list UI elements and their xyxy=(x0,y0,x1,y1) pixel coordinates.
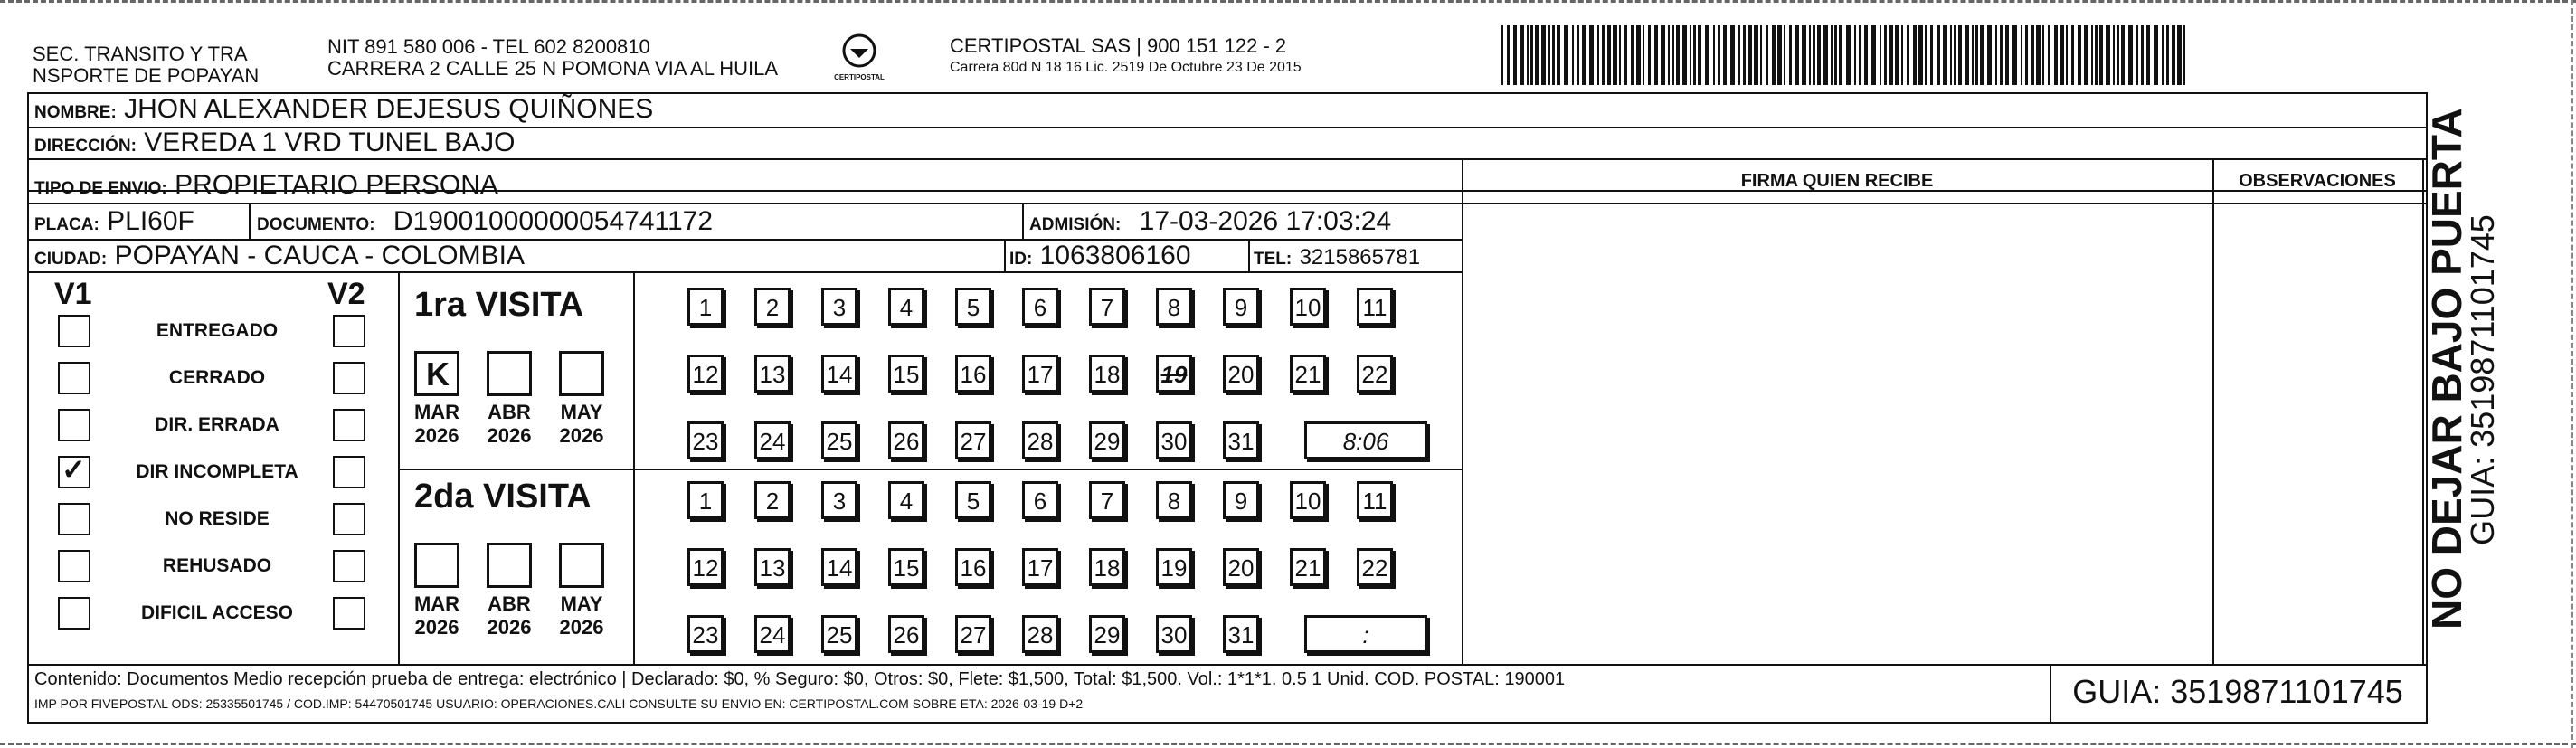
recipient-name: JHON ALEXANDER DEJESUS QUIÑONES xyxy=(124,94,654,124)
barcode-bar xyxy=(1582,25,1586,85)
status-option-label: REHUSADO xyxy=(162,555,272,576)
visit2-title: 2da VISITA xyxy=(414,478,592,516)
day-box-28[interactable]: 28 xyxy=(1022,421,1058,459)
imp-line: IMP POR FIVEPOSTAL ODS: 25335501745 / COD.IMP: 54470501745 USUARIO: OPERACIONES.CALI CONSULTE SU ENVIO EN: CERTIPOSTAL.COM SOBRE ETA: 2026-03-19 D+2 xyxy=(34,696,1084,711)
barcode-bar xyxy=(1859,25,1861,85)
barcode-bar xyxy=(2141,25,2144,85)
barcode-bar xyxy=(1834,25,1837,85)
barcode-bar xyxy=(2042,25,2044,85)
year-label: 2026 xyxy=(487,616,532,639)
day-box-1[interactable]: 1 xyxy=(687,288,724,326)
barcode-bar xyxy=(1975,25,1978,85)
barcode-bar xyxy=(1607,25,1611,85)
day-box-3[interactable]: 3 xyxy=(821,481,857,519)
barcode-bar xyxy=(1513,25,1517,85)
barcode-bar xyxy=(1648,25,1651,85)
day-box-8[interactable]: 8 xyxy=(1156,288,1192,326)
day-box-28[interactable]: 28 xyxy=(1022,615,1058,653)
year-label: 2026 xyxy=(414,616,459,639)
day-box-14[interactable]: 14 xyxy=(821,548,857,586)
city-value: POPAYAN - CAUCA - COLOMBIA xyxy=(114,241,525,270)
side-warning: NO DEJAR BAJO PUERTA xyxy=(2423,108,2470,630)
year-label: 2026 xyxy=(559,616,604,639)
year-label: 2026 xyxy=(559,424,604,447)
barcode-bar xyxy=(1730,25,1735,85)
visit1-title: 1ra VISITA xyxy=(414,286,584,324)
day-box-16[interactable]: 16 xyxy=(955,355,991,393)
barcode-bar xyxy=(1661,25,1665,85)
barcode-bar xyxy=(1813,25,1815,85)
day-box-6[interactable]: 6 xyxy=(1022,288,1058,326)
day-box-11[interactable]: 11 xyxy=(1357,288,1393,326)
barcode-bar xyxy=(2005,25,2009,85)
barcode-bar xyxy=(1925,25,1927,85)
city-field xyxy=(34,241,525,275)
barcode-bar xyxy=(2060,25,2064,85)
document-field xyxy=(257,206,713,241)
barcode-bar xyxy=(2172,25,2175,85)
day-box-5[interactable]: 5 xyxy=(955,288,991,326)
barcode-bar xyxy=(1972,25,1974,85)
day-box-4[interactable]: 4 xyxy=(888,481,924,519)
status-option-label: DIR INCOMPLETA xyxy=(136,461,298,482)
barcode-bar xyxy=(1743,25,1746,85)
month-checkbox[interactable] xyxy=(414,543,459,588)
certipostal-logo xyxy=(832,33,886,90)
admission-label: ADMISIÓN: xyxy=(1029,215,1122,234)
day-box-4[interactable]: 4 xyxy=(888,288,924,326)
barcode-bar xyxy=(1589,25,1594,85)
day-box-6[interactable]: 6 xyxy=(1022,481,1058,519)
barcode-bar xyxy=(1690,25,1691,85)
barcode-bar xyxy=(1530,25,1533,85)
day-box-31[interactable]: 31 xyxy=(1223,615,1259,653)
day-box-24[interactable]: 24 xyxy=(754,421,791,459)
month-checkbox[interactable] xyxy=(559,351,604,396)
barcode-bar xyxy=(1987,25,1992,85)
day-box-23[interactable]: 23 xyxy=(687,615,724,653)
company-address: Carrera 80d N 18 16 Lic. 2519 De Octubre 23 De 2015 xyxy=(950,60,1302,75)
name-label: NOMBRE: xyxy=(34,103,117,122)
name-field xyxy=(34,94,653,128)
barcode-bar xyxy=(1672,25,1674,85)
day-box-29[interactable]: 29 xyxy=(1089,615,1125,653)
top-cut-line xyxy=(0,0,2576,3)
address-field xyxy=(34,128,515,162)
address-line: CARRERA 2 CALLE 25 N POMONA VIA AL HUILA xyxy=(327,57,779,80)
tel-value: 3215865781 xyxy=(1299,245,1421,270)
day-box-22[interactable]: 22 xyxy=(1357,548,1393,586)
barcode-bar xyxy=(1535,25,1539,85)
day-box-31[interactable]: 31 xyxy=(1223,421,1259,459)
v2-checkbox[interactable] xyxy=(333,362,365,394)
barcode-bar xyxy=(2154,25,2158,85)
barcode-bar xyxy=(1613,25,1617,85)
year-label: 2026 xyxy=(487,424,532,447)
barcode-bar xyxy=(2183,25,2185,85)
barcode-bar xyxy=(2031,25,2034,85)
v1-checkbox[interactable] xyxy=(58,409,90,441)
status-option-label: NO RESIDE xyxy=(165,508,270,529)
barcode-bar xyxy=(1597,25,1599,85)
right-cut-line xyxy=(2571,0,2573,748)
nit-line: NIT 891 580 006 - TEL 602 8200810 xyxy=(327,35,650,58)
document-label: DOCUMENTO: xyxy=(257,215,375,234)
barcode-bar xyxy=(1520,25,1524,85)
barcode-bar xyxy=(2048,25,2050,85)
barcode-bar xyxy=(2121,25,2125,85)
day-box-27[interactable]: 27 xyxy=(955,615,991,653)
month-checkbox[interactable] xyxy=(414,351,459,396)
day-box-13[interactable]: 13 xyxy=(754,355,791,393)
barcode-bar xyxy=(1676,25,1680,85)
recipient-address: VEREDA 1 VRD TUNEL BAJO xyxy=(144,128,516,157)
day-box-21[interactable]: 21 xyxy=(1290,548,1326,586)
barcode-bar xyxy=(1718,25,1720,85)
day-box-3[interactable]: 3 xyxy=(821,288,857,326)
day-box-26[interactable]: 26 xyxy=(888,615,924,653)
id-label: ID: xyxy=(1009,250,1033,269)
barcode-bar xyxy=(2000,25,2003,85)
day-box-22[interactable]: 22 xyxy=(1357,355,1393,393)
bottom-cut-line xyxy=(0,743,2576,745)
barcode-bar xyxy=(2066,25,2068,85)
barcode-bar xyxy=(1871,25,1876,85)
v2-checkbox[interactable] xyxy=(333,409,365,441)
day-box-8[interactable]: 8 xyxy=(1156,481,1192,519)
city-label: CIUDAD: xyxy=(34,250,108,269)
shipment-type: PROPIETARIO PERSONA xyxy=(175,170,498,200)
day-box-17[interactable]: 17 xyxy=(1022,548,1058,586)
day-box-23[interactable]: 23 xyxy=(687,421,724,459)
barcode-bar xyxy=(1668,25,1670,85)
content-line: Contenido: Documentos Medio recepción prueba de entrega: electrónico | Declarado: $0, % Seguro: $0, Otros: $0, Flete: $1,500, Total: $1,500. Vol.: 1*1*1. 0.5 1 Unid. COD. POSTAL: 190001 xyxy=(34,669,1566,689)
barcode-bar xyxy=(2117,25,2119,85)
barcode-bar xyxy=(1809,25,1811,85)
month-label: ABR xyxy=(488,592,531,615)
month-label: MAR xyxy=(413,592,460,615)
barcode-bar xyxy=(1918,25,1923,85)
barcode-bar xyxy=(1995,25,1997,85)
barcode-bar xyxy=(1789,25,1792,85)
observations-column-title: OBSERVACIONES xyxy=(2239,171,2396,191)
checkmark-icon: ✓ xyxy=(62,453,86,486)
v2-checkbox[interactable] xyxy=(333,597,365,630)
status-option-label: ENTREGADO xyxy=(156,320,279,341)
signature-column-title: FIRMA QUIEN RECIBE xyxy=(1740,171,1934,191)
month-checkbox[interactable] xyxy=(487,351,532,396)
time-box[interactable]: 8:06 xyxy=(1304,421,1427,459)
barcode-bar xyxy=(2078,25,2081,85)
day-box-15[interactable]: 15 xyxy=(888,548,924,586)
barcode-bar xyxy=(1772,25,1776,85)
barcode-bar xyxy=(1548,25,1550,85)
barcode-bar xyxy=(1713,25,1715,85)
v1-checkbox[interactable] xyxy=(58,453,90,488)
barcode-bar xyxy=(1631,25,1634,85)
barcode-bar xyxy=(2162,25,2164,85)
v1-checkbox[interactable] xyxy=(58,550,90,582)
barcode-bar xyxy=(1954,25,1956,85)
day-box-27[interactable]: 27 xyxy=(955,421,991,459)
barcode-bar xyxy=(1913,25,1917,85)
barcode-bar xyxy=(1958,25,1962,85)
type-label: TIPO DE ENVIO: xyxy=(34,179,167,198)
day-box-20[interactable]: 20 xyxy=(1223,355,1259,393)
day-box-18[interactable]: 18 xyxy=(1089,548,1125,586)
barcode-bar xyxy=(1817,25,1821,85)
status-option-label: DIFICIL ACCESO xyxy=(140,602,293,623)
logo-icon xyxy=(841,33,877,69)
logo-text: CERTIPOSTAL xyxy=(834,73,885,81)
barcode-bar xyxy=(2113,25,2115,85)
barcode-bar xyxy=(1682,25,1687,85)
barcode-bar xyxy=(2099,25,2103,85)
plate-label: PLACA: xyxy=(34,215,99,234)
month-checkbox[interactable] xyxy=(487,543,532,588)
entity-line1: SEC. TRANSITO Y TRA xyxy=(33,43,248,65)
day-box-7[interactable]: 7 xyxy=(1089,481,1125,519)
v1-checkbox[interactable] xyxy=(58,503,90,535)
day-box-20[interactable]: 20 xyxy=(1223,548,1259,586)
address-label: DIRECCIÓN: xyxy=(34,137,137,156)
v1-checkbox[interactable] xyxy=(58,597,90,630)
barcode-bar xyxy=(1864,25,1868,85)
barcode-bar xyxy=(1541,25,1546,85)
barcode-bar xyxy=(1889,25,1893,85)
barcode-bar xyxy=(1784,25,1785,85)
month-label: ABR xyxy=(488,401,531,423)
admission-value: 17-03-2026 17:03:24 xyxy=(1139,206,1392,236)
day-box-9[interactable]: 9 xyxy=(1223,288,1259,326)
barcode-bar xyxy=(1895,25,1899,85)
barcode-bar xyxy=(1846,25,1851,85)
barcode-bar xyxy=(1693,25,1696,85)
day-box-26[interactable]: 26 xyxy=(888,421,924,459)
day-box-21[interactable]: 21 xyxy=(1290,355,1326,393)
barcode-bar xyxy=(2095,25,2098,85)
barcode-bar xyxy=(1777,25,1782,85)
barcode xyxy=(1501,25,2189,85)
barcode-bar xyxy=(1795,25,1799,85)
barcode-bar xyxy=(1854,25,1856,85)
day-box-7[interactable]: 7 xyxy=(1089,288,1125,326)
barcode-bar xyxy=(1552,25,1555,85)
day-box-14[interactable]: 14 xyxy=(821,355,857,393)
barcode-bar xyxy=(1754,25,1758,85)
status-option-label: CERRADO xyxy=(168,367,266,388)
day-box-17[interactable]: 17 xyxy=(1022,355,1058,393)
year-label: 2026 xyxy=(414,424,459,447)
day-box-16[interactable]: 16 xyxy=(955,548,991,586)
tel-field xyxy=(1254,241,1420,275)
v1-checkbox[interactable] xyxy=(58,315,90,347)
barcode-bar xyxy=(2025,25,2028,85)
barcode-bar xyxy=(1643,25,1644,85)
day-box-18[interactable]: 18 xyxy=(1089,355,1125,393)
barcode-bar xyxy=(1564,25,1568,85)
entity-name xyxy=(33,43,259,87)
barcode-bar xyxy=(1980,25,1984,85)
v2-heading: V2 xyxy=(327,277,365,311)
barcode-bar xyxy=(1937,25,1940,85)
barcode-bar xyxy=(1950,25,1952,85)
day-box-11[interactable]: 11 xyxy=(1357,481,1393,519)
barcode-bar xyxy=(2128,25,2133,85)
entity-contact xyxy=(327,36,778,80)
day-box-24[interactable]: 24 xyxy=(754,615,791,653)
barcode-bar xyxy=(1577,25,1579,85)
company-line: CERTIPOSTAL SAS | 900 151 122 - 2 xyxy=(950,34,1287,57)
v1-heading: V1 xyxy=(54,277,92,311)
barcode-bar xyxy=(1705,25,1709,85)
barcode-bar xyxy=(2084,25,2088,85)
barcode-bar xyxy=(1823,25,1828,85)
month-mark-icon: K xyxy=(426,355,450,393)
barcode-bar xyxy=(1527,25,1529,85)
day-box-10[interactable]: 10 xyxy=(1290,288,1326,326)
barcode-bar xyxy=(2021,25,2022,85)
plate-field xyxy=(34,206,194,241)
day-box-13[interactable]: 13 xyxy=(754,548,791,586)
barcode-bar xyxy=(2106,25,2110,85)
day-box-12[interactable]: 12 xyxy=(687,548,724,586)
day-box-15[interactable]: 15 xyxy=(888,355,924,393)
plate-value: PLI60F xyxy=(107,206,194,236)
day-box-19[interactable]: 19 xyxy=(1156,548,1192,586)
barcode-bar xyxy=(1965,25,1969,85)
id-field xyxy=(1009,241,1191,275)
day-box-10[interactable]: 10 xyxy=(1290,481,1326,519)
day-box-1[interactable]: 1 xyxy=(687,481,724,519)
tel-label: TEL: xyxy=(1254,250,1293,269)
footer-guia: GUIA: 3519871101745 xyxy=(2072,673,2403,710)
barcode-bar xyxy=(1723,25,1727,85)
barcode-bar xyxy=(1748,25,1752,85)
barcode-bar xyxy=(1501,25,1503,85)
barcode-bar xyxy=(1930,25,1933,85)
month-label: MAY xyxy=(560,592,603,615)
v2-checkbox[interactable] xyxy=(333,456,365,488)
barcode-bar xyxy=(2166,25,2169,85)
shipment-type-field xyxy=(34,170,498,204)
id-value: 1063806160 xyxy=(1039,241,1191,270)
day-box-25[interactable]: 25 xyxy=(821,615,857,653)
day-box-30[interactable]: 30 xyxy=(1156,615,1192,653)
barcode-bar xyxy=(1831,25,1833,85)
barcode-bar xyxy=(2091,25,2093,85)
side-guia: GUIA: 3519871101745 xyxy=(2464,214,2501,545)
barcode-bar xyxy=(1884,25,1887,85)
barcode-bar xyxy=(1880,25,1881,85)
v2-checkbox[interactable] xyxy=(333,315,365,347)
barcode-bar xyxy=(2136,25,2138,85)
barcode-bar xyxy=(2071,25,2074,85)
day-box-2[interactable]: 2 xyxy=(754,288,791,326)
barcode-bar xyxy=(1572,25,1574,85)
company-info xyxy=(950,34,1302,76)
day-box-12[interactable]: 12 xyxy=(687,355,724,393)
barcode-bar xyxy=(1557,25,1560,85)
v2-checkbox[interactable] xyxy=(333,503,365,535)
month-label: MAY xyxy=(560,401,603,423)
v2-checkbox[interactable] xyxy=(333,550,365,582)
barcode-bar xyxy=(1602,25,1605,85)
barcode-bar xyxy=(2012,25,2017,85)
barcode-bar xyxy=(1901,25,1903,85)
barcode-bar xyxy=(1636,25,1641,85)
month-checkbox[interactable] xyxy=(559,543,604,588)
barcode-bar xyxy=(1507,25,1510,85)
barcode-bar xyxy=(1802,25,1806,85)
barcode-bar xyxy=(1654,25,1658,85)
document-value: D19001000000054741172 xyxy=(393,206,714,236)
month-label: MAR xyxy=(413,401,460,423)
barcode-bar xyxy=(1698,25,1701,85)
barcode-bar xyxy=(1624,25,1627,85)
day-box-5[interactable]: 5 xyxy=(955,481,991,519)
barcode-bar xyxy=(2177,25,2182,85)
barcode-bar xyxy=(1907,25,1909,85)
barcode-bar xyxy=(2054,25,2058,85)
barcode-bar xyxy=(1943,25,1947,85)
time-box[interactable]: : xyxy=(1304,615,1427,653)
status-option-label: DIR. ERRADA xyxy=(155,414,279,435)
barcode-bar xyxy=(1839,25,1842,85)
day-box-29[interactable]: 29 xyxy=(1089,421,1125,459)
barcode-bar xyxy=(2036,25,2041,85)
day-box-9[interactable]: 9 xyxy=(1223,481,1259,519)
day-box-30[interactable]: 30 xyxy=(1156,421,1192,459)
entity-line2: NSPORTE DE POPAYAN xyxy=(33,64,260,87)
v1-checkbox[interactable] xyxy=(58,362,90,394)
barcode-bar xyxy=(2146,25,2150,85)
day-box-2[interactable]: 2 xyxy=(754,481,791,519)
day-box-19[interactable]: 19 xyxy=(1156,355,1192,393)
admission-field xyxy=(1029,206,1391,241)
barcode-bar xyxy=(1760,25,1762,85)
day-box-25[interactable]: 25 xyxy=(821,421,857,459)
barcode-bar xyxy=(1738,25,1740,85)
barcode-bar xyxy=(1766,25,1768,85)
barcode-bar xyxy=(1619,25,1621,85)
